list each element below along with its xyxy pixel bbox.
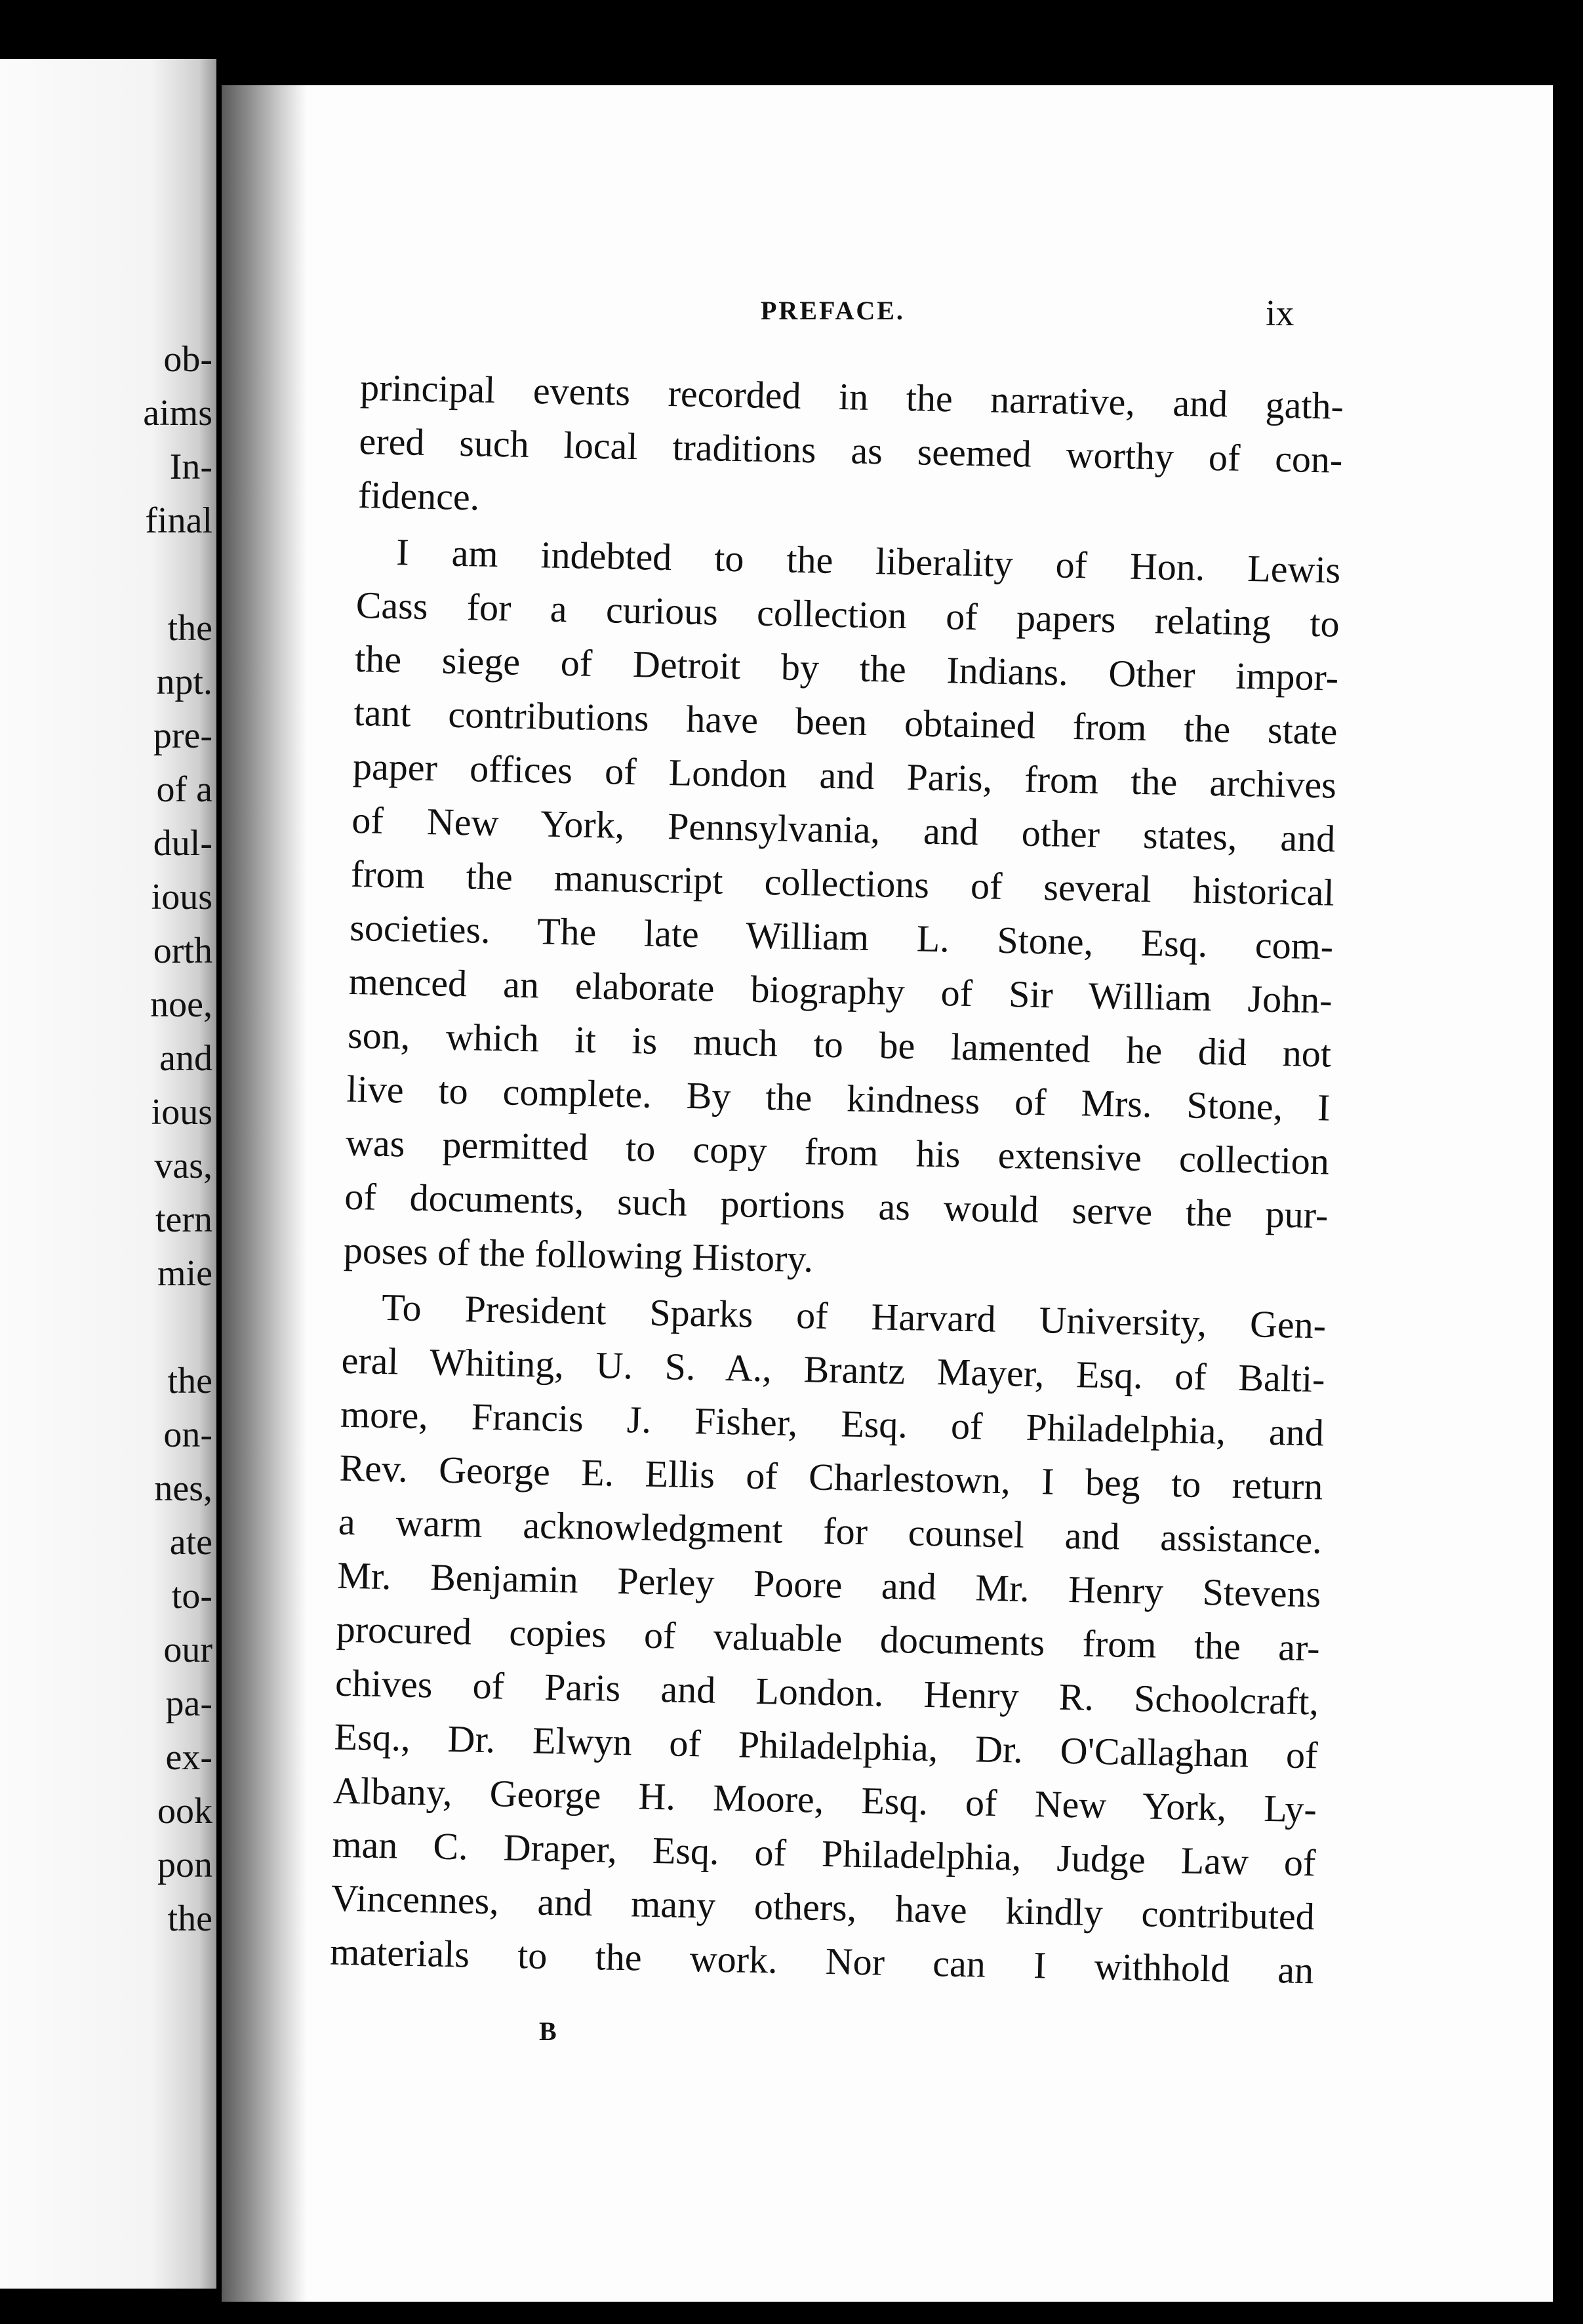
text-line: eral Whiting, U. S. A., Brantz Mayer, Esq. of Balti- — [341, 1338, 1326, 1401]
left-page-fragment: vas, — [154, 1146, 212, 1186]
text-line: of documents, such portions as would serve the pur- — [344, 1174, 1329, 1237]
text-line: son, which it is much to be lamented he did not — [347, 1013, 1332, 1075]
left-page-fragment: nes, — [154, 1468, 212, 1509]
left-page-fragment: mie — [157, 1253, 212, 1294]
text-line: procured copies of valuable documents from the ar- — [336, 1607, 1321, 1670]
text-line: Cass for a curious collection of papers relating to — [355, 583, 1340, 645]
left-page-fragment: ious — [151, 877, 212, 917]
text-line: more, Francis J. Fisher, Esq. of Philadelphia, and — [340, 1392, 1325, 1454]
text-line: paper offices of London and Paris, from the archives — [352, 744, 1337, 807]
text-line: Vincennes, and many others, have kindly contributed — [331, 1876, 1315, 1938]
film-border — [1553, 0, 1583, 2324]
running-head: PREFACE. — [761, 296, 905, 325]
text-line: was permitted to copy from his extensive collection — [345, 1121, 1330, 1183]
left-facing-page — [0, 59, 216, 2289]
left-page-fragment: ious — [151, 1092, 212, 1132]
left-page-fragment: the — [167, 1361, 212, 1401]
text-line: chives of Paris and London. Henry R. Schoolcraft, — [334, 1661, 1319, 1723]
left-page-fragment: noe, — [150, 984, 212, 1025]
text-line: live to complete. By the kindness of Mrs. Stone, I — [346, 1067, 1331, 1129]
left-page-fragment: pon — [157, 1845, 212, 1885]
left-page-fragment: to- — [171, 1576, 212, 1616]
text-line: societies. The late William L. Stone, Esq. com- — [349, 906, 1334, 968]
text-line: the siege of Detroit by the Indians. Other impor- — [354, 637, 1339, 699]
gutter-shadow — [222, 85, 307, 2302]
left-page-fragment: pre- — [153, 715, 212, 756]
page-number: ix — [1266, 293, 1294, 334]
text-line: Rev. George E. Ellis of Charlestown, I beg to return — [338, 1446, 1323, 1508]
text-line: materials to the work. Nor can I withhold an — [329, 1930, 1314, 1992]
left-page-fragment: the — [167, 1898, 212, 1939]
left-page-fragment: the — [167, 608, 212, 649]
text-line: To President Sparks of Harvard University, Gen- — [381, 1285, 1327, 1347]
left-page-fragment: aims — [143, 393, 212, 433]
left-page-fragment: and — [159, 1038, 212, 1079]
left-page-fragment: our — [163, 1630, 212, 1670]
left-page-fragment: ex- — [165, 1737, 212, 1778]
left-page-fragment: tern — [155, 1199, 212, 1240]
text-line: of New York, Pennsylvania, and other states, and — [351, 798, 1336, 860]
text-line: principal events recorded in the narrative, and gath- — [359, 365, 1344, 428]
left-page-fragment: ook — [157, 1791, 212, 1832]
left-page-fragment: npt. — [156, 662, 212, 702]
left-page-fragment: of a — [156, 769, 212, 810]
main-page — [222, 85, 1553, 2302]
signature-mark: B — [539, 2016, 557, 2046]
text-line: tant contributions have been obtained from the state — [353, 691, 1338, 753]
left-page-fragment: orth — [153, 931, 212, 971]
text-line: poses of the following History. — [343, 1228, 814, 1281]
left-page-fragment: final — [145, 500, 212, 541]
text-line: menced an elaborate biography of Sir William John- — [348, 959, 1333, 1022]
left-page-fragment: In- — [169, 447, 212, 487]
text-line: man C. Draper, Esq. of Philadelphia, Judge Law of — [331, 1822, 1316, 1885]
left-page-fragment: ob- — [163, 339, 212, 380]
text-line: Esq., Dr. Elwyn of Philadelphia, Dr. O'Callaghan of — [334, 1715, 1319, 1777]
body-text — [330, 361, 1344, 1997]
left-page-fragment: on- — [163, 1414, 212, 1455]
left-page-fragment: pa- — [165, 1683, 212, 1724]
text-line: I am indebted to the liberality of Hon. Lewis — [395, 531, 1341, 591]
text-line: from the manuscript collections of several historical — [350, 852, 1335, 914]
text-line: Mr. Benjamin Perley Poore and Mr. Henry Stevens — [336, 1553, 1321, 1616]
text-line: a warm acknowledgment for counsel and assistance. — [338, 1500, 1323, 1562]
text-line: fidence. — [357, 473, 480, 519]
left-page-fragment: dul- — [153, 823, 212, 864]
left-page-fragment: ate — [169, 1522, 212, 1563]
text-line: Albany, George H. Moore, Esq. of New York, Ly- — [332, 1769, 1317, 1831]
text-line: ered such local traditions as seemed worthy of con- — [359, 419, 1343, 481]
